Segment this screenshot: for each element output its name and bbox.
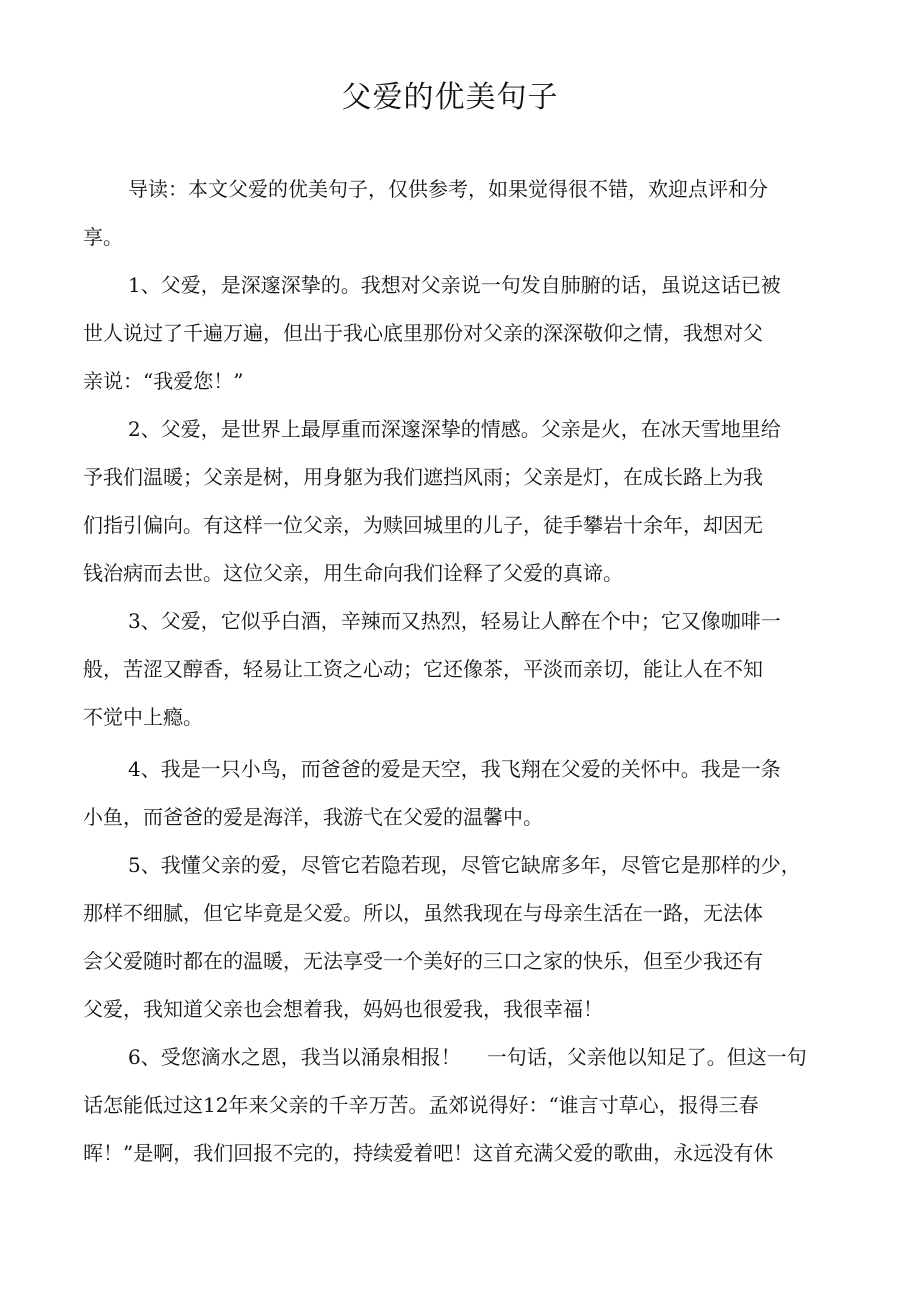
paragraph-3-line: 3、父爱，它似乎白酒，辛辣而又热烈，轻易让人醉在个中；它又像咖啡一 — [128, 609, 781, 633]
document-title: 父爱的优美句子 — [341, 80, 559, 115]
paragraph-2-line: 2、父爱，是世界上最厚重而深邃深挚的情感。父亲是火，在冰天雪地里给 — [128, 417, 781, 441]
paragraph-1-line: 1、父爱，是深邃深挚的。我想对父亲说一句发自肺腑的话，虽说这话已被 — [128, 273, 781, 297]
paragraph-4-line: 4、我是一只小鸟，而爸爸的爱是天空，我飞翔在父爱的关怀中。我是一条 — [128, 757, 781, 781]
paragraph-4-line: 小鱼，而爸爸的爱是海洋，我游弋在父爱的温馨中。 — [83, 805, 543, 829]
paragraph-6-continuation: 一句话，父亲他以知足了。但这一句 — [486, 1045, 807, 1069]
paragraph-1-line: 世人说过了千遍万遍，但出于我心底里那份对父亲的深深敬仰之情，我想对父 — [83, 321, 763, 345]
intro-line: 享。 — [83, 225, 123, 249]
paragraph-1-line: 亲说：“我爱您！” — [83, 369, 244, 393]
paragraph-5-line: 父爱，我知道父亲也会想着我，妈妈也很爱我，我很幸福！ — [83, 997, 603, 1021]
paragraph-5-line: 会父爱随时都在的温暖，无法享受一个美好的三口之家的快乐，但至少我还有 — [83, 949, 763, 973]
paragraph-2-line: 们指引偏向。有这样一位父亲，为赎回城里的儿子，徒手攀岩十余年，却因无 — [83, 513, 763, 537]
paragraph-6-line — [128, 1042, 807, 1072]
paragraph-3-line: 不觉中上瘾。 — [83, 705, 203, 729]
paragraph-6-line: 晖！”是啊，我们回报不完的，持续爱着吧！这首充满父爱的歌曲，永远没有休 — [83, 1141, 774, 1165]
paragraph-2-line: 予我们温暖；父亲是树，用身躯为我们遮挡风雨；父亲是灯，在成长路上为我 — [83, 465, 763, 489]
paragraph-5-line: 5、我懂父亲的爱，尽管它若隐若现，尽管它缺席多年，尽管它是那样的少， — [128, 853, 801, 877]
paragraph-5-line: 那样不细腻，但它毕竟是父爱。所以，虽然我现在与母亲生活在一路，无法体 — [83, 901, 763, 925]
paragraph-6-lead: 6、受您滴水之恩，我当以涌泉相报！ — [128, 1045, 461, 1069]
intro-line: 导读：本文父爱的优美句子，仅供参考，如果觉得很不错，欢迎点评和分 — [128, 177, 768, 201]
paragraph-6-line: 话怎能低过这12年来父亲的千辛万苦。孟郊说得好：“谁言寸草心，报得三春 — [83, 1093, 759, 1117]
paragraph-2-line: 钱治病而去世。这位父亲，用生命向我们诠释了父爱的真谛。 — [83, 561, 623, 585]
paragraph-3-line: 般，苦涩又醇香，轻易让工资之心动；它还像茶，平淡而亲切，能让人在不知 — [83, 657, 763, 681]
